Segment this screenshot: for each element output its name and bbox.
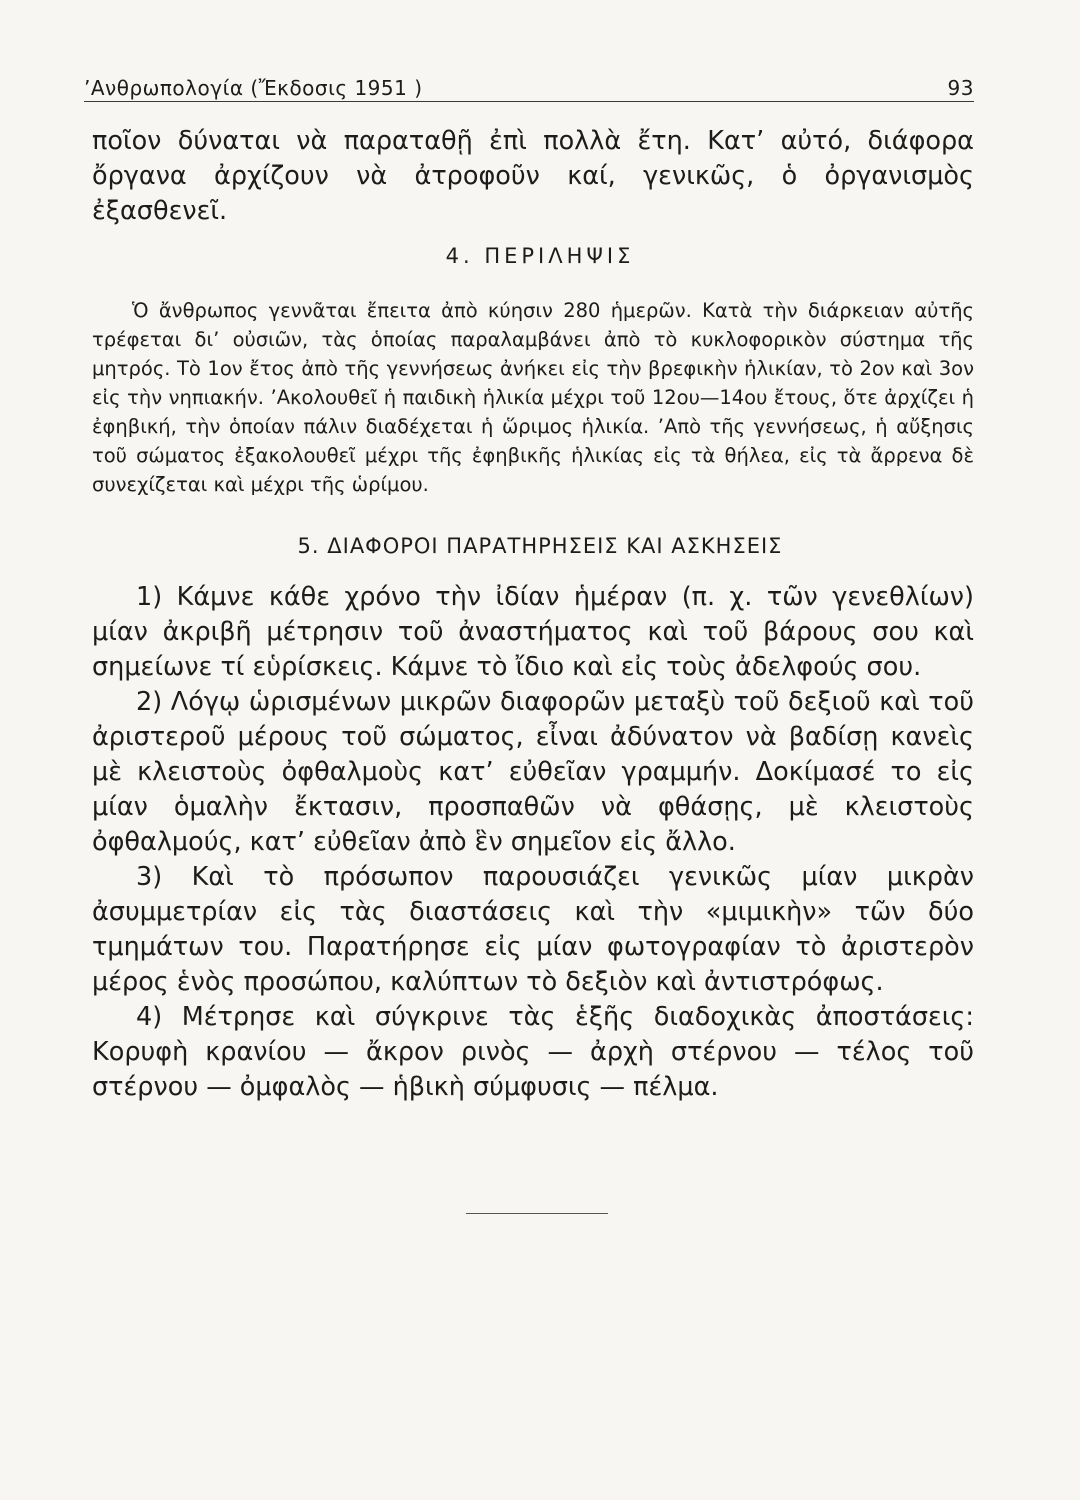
page-number: 93 xyxy=(947,76,974,100)
section-heading-summary: 4. ΠΕΡΙΛΗΨΙΣ xyxy=(445,244,635,268)
exercise-item-3: 3) Καὶ τὸ πρόσωπον παρουσιάζει γενικῶς μίαν μικρὰν ἀσυμμετρίαν εἰς τὰς διαστάσεις καὶ τὴν «μιμικὴν» τῶν δύο τμημάτων του. Παρατήρησε εἰς μίαν φωτογραφίαν τὸ ἀριστερὸν μέρος ἑνὸς προσώπου, καλύπτων τὸ δεξιὸν καὶ ἀντιστρόφως. xyxy=(92,862,974,997)
header-rule xyxy=(84,101,974,102)
exercise-item-1: 1) Κάμνε κάθε χρόνο τὴν ἰδίαν ἡμέραν (π. χ. τῶν γενεθλίων) μίαν ἀκριβῆ μέτρησιν τοῦ ἀναστήματος καὶ τοῦ βάρους σου καὶ σημείωνε τί εὑρίσκεις. Κάμνε τὸ ἴδιο καὶ εἰς τοὺς ἀδελφούς σου. xyxy=(92,582,974,682)
exercise-item-4: 4) Μέτρησε καὶ σύγκρινε τὰς ἑξῆς διαδοχικὰς ἀποστάσεις: Κορυφὴ κρανίου — ἄκρον ρινὸς — ἀρχὴ στέρνου — τέλος τοῦ στέρνου — ὀμφαλὸς — ἡβικὴ σύμφυσις — πέλμα. xyxy=(92,1002,974,1102)
header-title: ’Ανθρωπολογία (Ἔκδοσις 1951 ) xyxy=(84,76,423,100)
section-heading-exercises: 5. ΔΙΑΦΟΡΟΙ ΠΑΡΑΤΗΡΗΣΕΙΣ ΚΑΙ ΑΣΚΗΣΕΙΣ xyxy=(297,534,783,558)
summary-paragraph: Ὁ ἄνθρωπος γεννᾶται ἔπειτα ἀπὸ κύησιν 280 ἡμερῶν. Κατὰ τὴν διάρκειαν αὐτῆς τρέφεται δι’ οὐσιῶν, τὰς ὁποίας παραλαμβάνει ἀπὸ τὸ κυκλοφορικὸν σύστημα τῆς μητρός. Τὸ 1ον ἔτος ἀπὸ τῆς γεννήσεως ἀνήκει εἰς τὴν βρεφικὴν ἡλικίαν, τὸ 2ον καὶ 3ον εἰς τὴν νηπιακήν. ’Ακολουθεῖ ἡ παιδικὴ ἡλικία μέχρι τοῦ 12ου—14ου ἔτους, ὅτε ἀρχίζει ἡ ἐφηβική, τὴν ὁποίαν πάλιν διαδέχεται ἡ ὥριμος ἡλικία. ’Απὸ τῆς γεννήσεως, ἡ αὔξησις τοῦ σώματος ἐξακολουθεῖ μέχρι τῆς ἐφηβικῆς ἡλικίας εἰς τὰ θήλεα, εἰς τὰ ἄρρενα δὲ συνεχίζεται καὶ μέχρι τῆς ὡρίμου. xyxy=(92,299,974,496)
exercise-item-2: 2) Λόγῳ ὡρισμένων μικρῶν διαφορῶν μεταξὺ τοῦ δεξιοῦ καὶ τοῦ ἀριστεροῦ μέρους τοῦ σώματος, εἶναι ἀδύνατον νὰ βαδίσῃ κανεὶς μὲ κλειστοὺς ὀφθαλμοὺς κατ’ εὐθεῖαν γραμμήν. Δοκίμασέ το εἰς μίαν ὁμαλὴν ἔκτασιν, προσπαθῶν νὰ φθάσῃς, μὲ κλειστοὺς ὀφθαλμούς, κατ’ εὐθεῖαν ἀπὸ ἓν σημεῖον εἰς ἄλλο. xyxy=(92,687,974,857)
running-header xyxy=(84,64,974,100)
intro-paragraph: ποῖον δύναται νὰ παραταθῇ ἐπὶ πολλὰ ἔτη. Κατ’ αὐτό, διάφορα ὄργανα ἀρχίζουν νὰ ἀτροφοῦν καί, γενικῶς, ὁ ὀργανισμὸς ἐξασθενεῖ. xyxy=(92,126,974,226)
exercise-list xyxy=(92,580,974,1105)
end-rule xyxy=(466,1213,608,1214)
